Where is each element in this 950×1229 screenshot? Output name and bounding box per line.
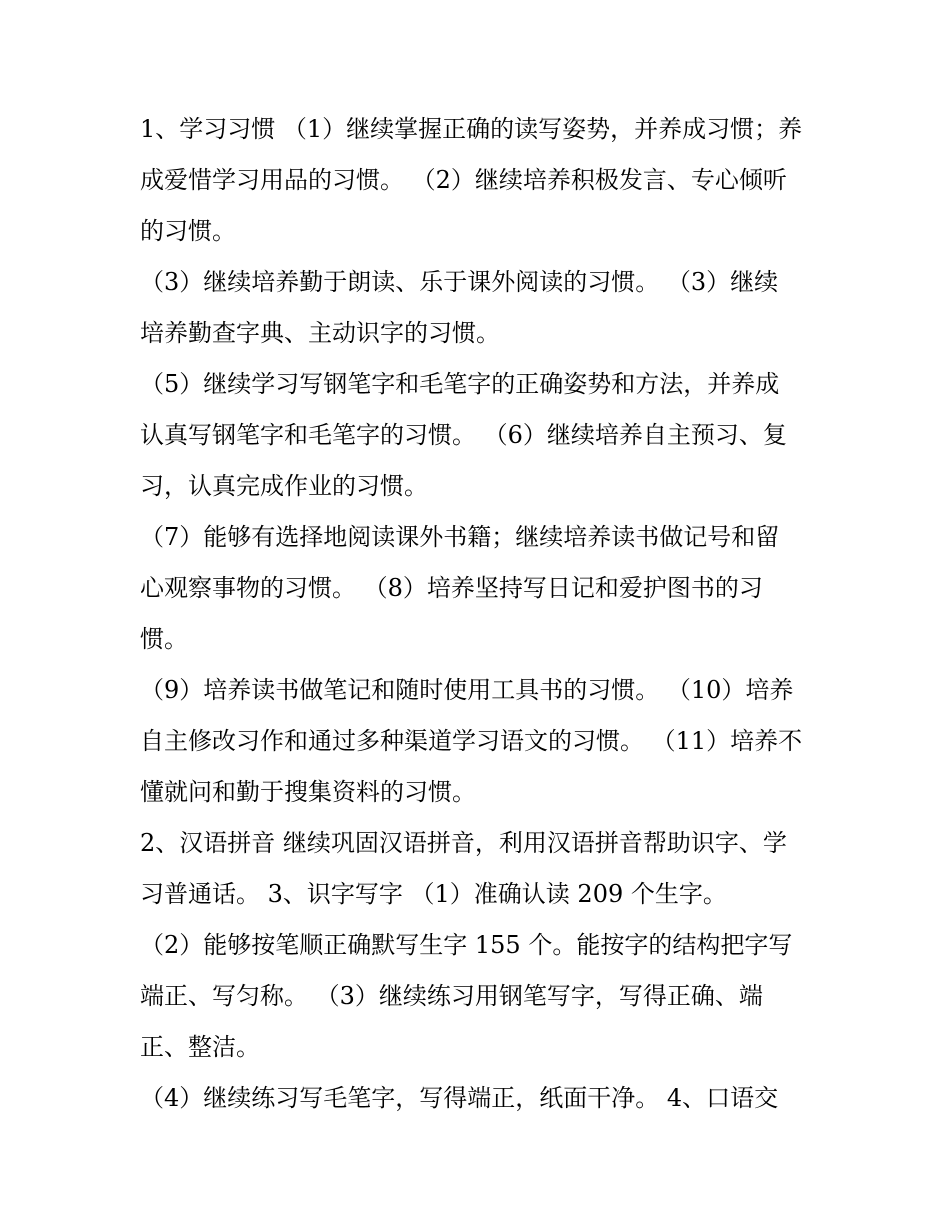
text-line: 认真写钢笔字和毛笔字的习惯。 （6）继续培养自主预习、复 <box>140 421 787 449</box>
text-line: （9）培养读书做笔记和随时使用工具书的习惯。 （10）培养 <box>140 676 794 704</box>
document-body <box>140 104 820 1124</box>
text-line: （5）继续学习写钢笔字和毛笔字的正确姿势和方法，并养成 <box>140 370 780 398</box>
text-line: 端正、写匀称。 （3）继续练习用钢笔写字，写得正确、端 <box>140 982 763 1010</box>
text-line: 心观察事物的习惯。 （8）培养坚持写日记和爱护图书的习 <box>140 574 763 602</box>
text-line: （2）能够按笔顺正确默写生字 155 个。能按字的结构把字写 <box>140 931 793 959</box>
text-line: 1、学习习惯 （1）继续掌握正确的读写姿势，并养成习惯；养 <box>140 115 803 143</box>
text-line: 惯。 <box>140 625 188 653</box>
text-line: 懂就问和勤于搜集资料的习惯。 <box>140 778 476 806</box>
text-line: 正、整洁。 <box>140 1033 260 1061</box>
text-line: 培养勤查字典、主动识字的习惯。 <box>140 319 500 347</box>
text-line: （3）继续培养勤于朗读、乐于课外阅读的习惯。 （3）继续 <box>140 268 779 296</box>
text-line: 2、汉语拼音 继续巩固汉语拼音，利用汉语拼音帮助识字、学 <box>140 829 787 857</box>
text-line: （4）继续练习写毛笔字，写得端正，纸面干净。 4、口语交 <box>140 1084 779 1112</box>
text-line: （7）能够有选择地阅读课外书籍；继续培养读书做记号和留 <box>140 523 780 551</box>
text-line: 成爱惜学习用品的习惯。 （2）继续培养积极发言、专心倾听 <box>140 166 787 194</box>
text-line: 习，认真完成作业的习惯。 <box>140 472 428 500</box>
text-line: 的习惯。 <box>140 217 236 245</box>
text-line: 习普通话。 3、识字写字 （1）准确认读 209 个生字。 <box>140 880 727 908</box>
text-line: 自主修改习作和通过多种渠道学习语文的习惯。 （11）培养不 <box>140 727 803 755</box>
